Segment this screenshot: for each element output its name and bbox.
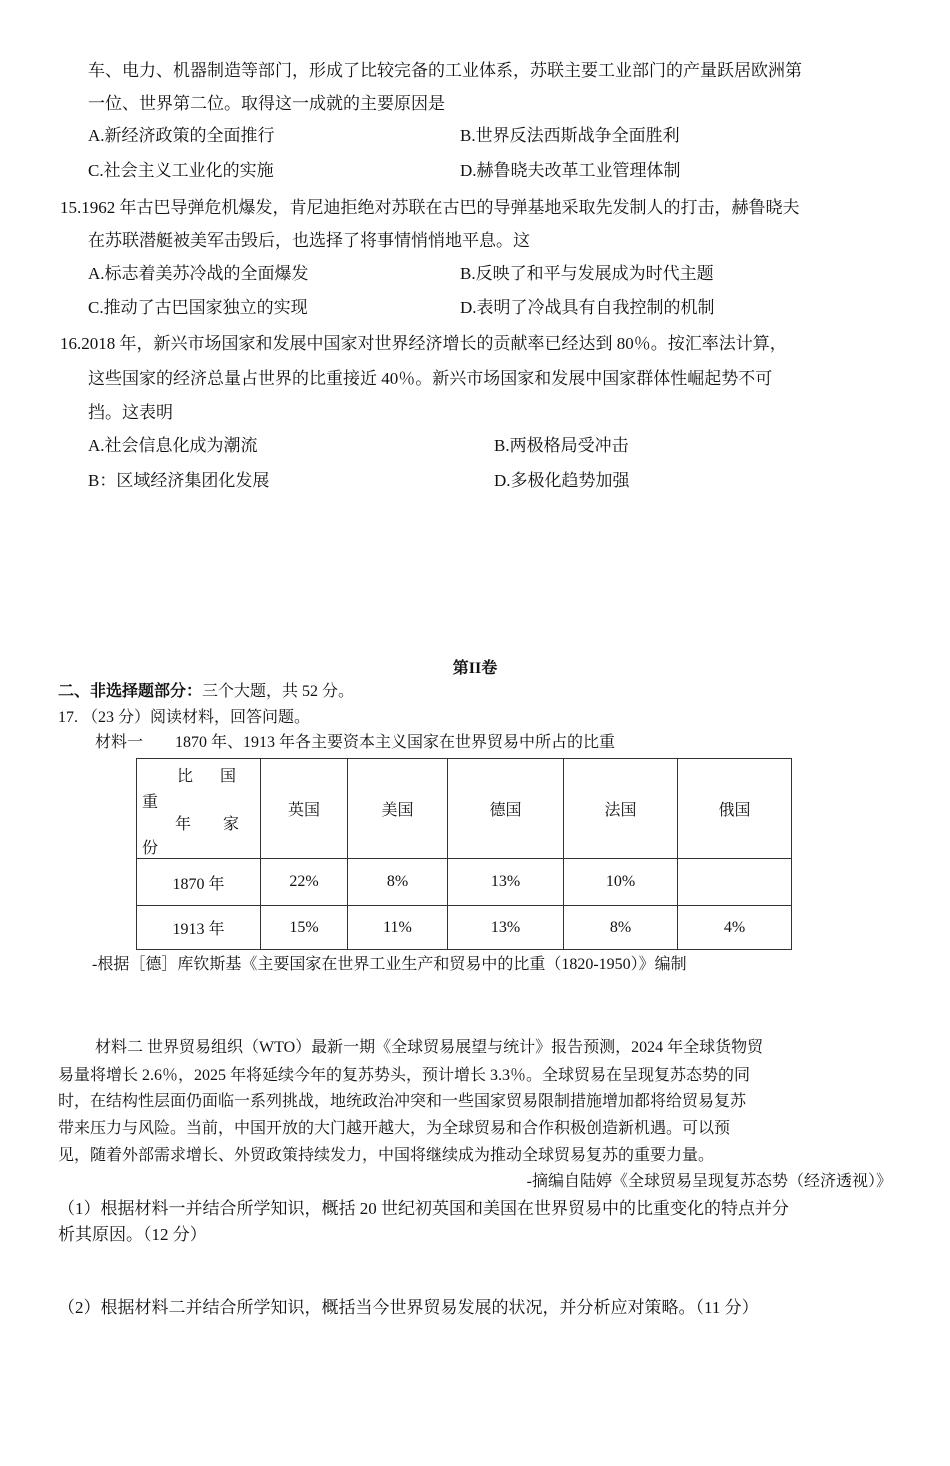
cell-value: 13%	[448, 859, 564, 906]
q16-stem-line1: 16.2018 年，新兴市场国家和发展中国家对世界经济增长的贡献率已经达到 80％。按汇率法计算，	[60, 334, 787, 353]
q14-option-d: D.赫鲁晓夫改革工业管理体制	[460, 161, 681, 180]
material2-source: -摘编自陆婷《全球贸易呈现复苏态势（经济透视）》	[526, 1173, 892, 1190]
corner-nian: 年	[175, 816, 192, 833]
col-header-germany: 德国	[448, 759, 564, 859]
q16-option-c: B：区域经济集团化发展	[88, 471, 270, 490]
q14-option-b: B.世界反法西斯战争全面胜利	[460, 126, 680, 145]
q16-option-a: A.社会信息化成为潮流	[88, 436, 258, 455]
cell-value: 4%	[678, 906, 792, 950]
q14-stem-line1: 车、电力、机器制造等部门，形成了比较完备的工业体系，苏联主要工业部门的产量跃居欧洲第	[88, 61, 802, 80]
cell-value: 11%	[348, 906, 448, 950]
material1-caption: 材料一 1870 年、1913 年各主要资本主义国家在世界贸易中所占的比重	[95, 734, 616, 751]
subquestion-1-line2: 析其原因。（12 分）	[58, 1225, 207, 1244]
corner-zhong: 重	[142, 794, 159, 811]
cell-value: 13%	[448, 906, 564, 950]
table-header-row	[137, 759, 792, 859]
material2-line3: 时，在结构性层面仍面临一系列挑战，地统政治冲突和一些国家贸易限制措施增加都将给贸易复苏	[58, 1093, 747, 1110]
q16-stem-line3: 挡。这表明	[88, 403, 173, 422]
section-desc: 三个大题，共 52 分。	[202, 683, 355, 700]
q15-option-a: A.标志着美苏冷战的全面爆发	[88, 264, 309, 283]
material2-line1: 材料二 世界贸易组织（WTO）最新一期《全球贸易展望与统计》报告预测，2024 年全球货物贸	[95, 1039, 764, 1056]
corner-jia: 家	[223, 816, 240, 833]
q16-stem-line2: 这些国家的经济总量占世界的比重接近 40％。新兴市场国家和发展中国家群体性崛起势不可	[88, 369, 773, 388]
q14-option-a: A.新经济政策的全面推行	[88, 126, 275, 145]
q15-option-b: B.反映了和平与发展成为时代主题	[460, 264, 714, 283]
cell-value: 10%	[564, 859, 678, 906]
corner-guo: 国	[220, 768, 237, 785]
table-row	[137, 906, 792, 950]
col-header-france: 法国	[564, 759, 678, 859]
material2-line4: 带来压力与风险。当前，中国开放的大门越开越大，为全球贸易和合作积极创造新机遇。可以预	[58, 1120, 731, 1137]
q16-option-d: D.多极化趋势加强	[494, 471, 630, 490]
q17-intro: 17. （23 分）阅读材料，回答问题。	[58, 709, 311, 726]
material1-source: -根据［德］库钦斯基《主要国家在世界工业生产和贸易中的比重（1820-1950）》编制	[92, 956, 687, 973]
col-header-us: 美国	[348, 759, 448, 859]
material2-line2: 易量将增长 2.6％，2025 年将延续今年的复苏势头，预计增长 3.3％。全球贸易在呈现复苏态势的同	[58, 1067, 751, 1084]
subquestion-1-line1: （1）根据材料一并结合所学知识，概括 20 世纪初英国和美国在世界贸易中的比重变化的特点并分	[58, 1199, 789, 1218]
cell-value: 22%	[261, 859, 348, 906]
q14-option-c: C.社会主义工业化的实施	[88, 161, 274, 180]
row-year: 1913 年	[137, 906, 261, 950]
trade-share-table	[136, 758, 792, 950]
table-corner-cell	[137, 759, 261, 859]
row-year: 1870 年	[137, 859, 261, 906]
q15-stem-line1: 15.1962 年古巴导弹危机爆发，肯尼迪拒绝对苏联在古巴的导弹基地采取先发制人的打击，赫鲁晓夫	[60, 198, 800, 217]
corner-fen: 份	[142, 840, 159, 857]
q15-option-d: D.表明了冷战具有自我控制的机制	[460, 298, 715, 317]
section-heading	[58, 680, 354, 704]
q16-option-b: B.两极格局受冲击	[494, 436, 629, 455]
part2-title: 第II卷	[452, 660, 498, 677]
cell-value: 15%	[261, 906, 348, 950]
material2-line5: 见，随着外部需求增长、外贸政策持续发力，中国将继续成为推动全球贸易复苏的重要力量。	[58, 1147, 715, 1164]
cell-value: 8%	[348, 859, 448, 906]
q14-stem-line2: 一位、世界第二位。取得这一成就的主要原因是	[88, 94, 445, 113]
subquestion-2: （2）根据材料二并结合所学知识，概括当今世界贸易发展的状况，并分析应对策略。（11 分）	[58, 1298, 759, 1317]
col-header-uk: 英国	[261, 759, 348, 859]
col-header-russia: 俄国	[678, 759, 792, 859]
q15-option-c: C.推动了古巴国家独立的实现	[88, 298, 308, 317]
q15-stem-line2: 在苏联潜艇被美军击毁后，也选择了将事情悄悄地平息。这	[88, 231, 530, 250]
corner-bi: 比	[177, 768, 194, 785]
cell-value: 8%	[564, 906, 678, 950]
cell-value	[678, 859, 792, 906]
table-row	[137, 859, 792, 906]
section-label: 二、非选择题部分：	[58, 683, 203, 700]
